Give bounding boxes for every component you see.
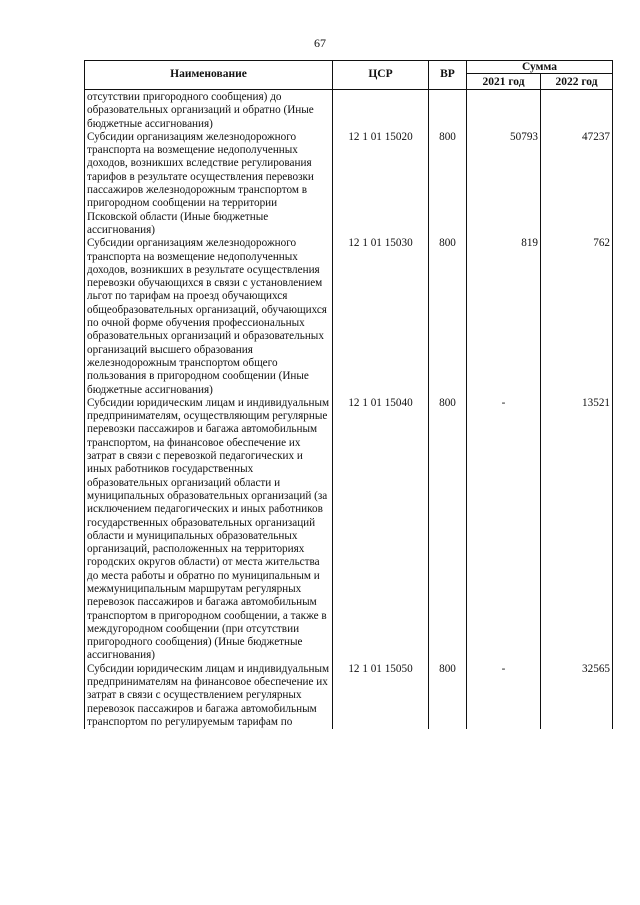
header-sum: Сумма [467,61,613,74]
row-csr [333,90,429,131]
row-2021: - [467,397,541,663]
row-vr: 800 [429,397,467,663]
table-row [85,131,613,237]
row-2021 [467,90,541,131]
row-2022: 13521 [541,397,613,663]
table-body [85,90,613,730]
row-2021: - [467,663,541,729]
row-vr: 800 [429,663,467,729]
row-csr: 12 1 01 15020 [333,131,429,237]
row-vr: 800 [429,131,467,237]
header-csr: ЦСР [333,61,429,90]
header-year-2022: 2022 год [541,74,613,90]
row-name: Субсидии организациям железнодорожного транспорта на возмещение недополученных доходов, возникших в результате осуществления перевозки обучающихся в связи с установлением льгот по тарифам на проезд обучающихся общеобразовательных организаций, обучающихся по очной форме обучения профессиональных образовательных организаций и образовательных организаций высшего образования железнодорожным транспортом общего пользования в пригородном сообщении (Иные бюджетные ассигнования) [85,237,333,397]
budget-table [84,60,613,729]
row-name: Субсидии юридическим лицам и индивидуальным предпринимателям, осуществляющим регулярные перевозки пассажиров и багажа автомобильным транспортом, на финансовое обеспечение их затрат в связи с перевозкой педагогических и иных работников государственных образовательных организаций области и муниципальных образовательных организаций (за исключением педагогических и иных работников государственных образовательных организаций области и муниципальных образовательных организаций, расположенных на территориях городских округов области) от места жительства до места работы и обратно по муниципальным и межмуниципальным маршрутам регулярных перевозок пассажиров и багажа автомобильным транспортом в пригородном сообщении, а также в междугородном сообщении (при отсутствии пригородного сообщения) (Иные бюджетные ассигнования) [85,397,333,663]
row-name: Субсидии юридическим лицам и индивидуальным предпринимателям на финансовое обеспечение их затрат в связи с осуществлением регулярных перевозок пассажиров и багажа автомобильным транспортом по регулируемым тарифам по [85,663,333,729]
row-vr: 800 [429,237,467,397]
table-row [85,663,613,729]
row-2022: 762 [541,237,613,397]
row-2021: 50793 [467,131,541,237]
table-header [85,61,613,90]
header-year-2021: 2021 год [467,74,541,90]
row-csr: 12 1 01 15040 [333,397,429,663]
row-2022: 47237 [541,131,613,237]
row-csr: 12 1 01 15050 [333,663,429,729]
row-2021: 819 [467,237,541,397]
row-vr [429,90,467,131]
table-row [85,90,613,131]
header-vr: ВР [429,61,467,90]
header-name: Наименование [85,61,333,90]
row-name: Субсидии организациям железнодорожного транспорта на возмещение недополученных доходов, возникших вследствие регулирования тарифов в результате осуществления перевозки пассажиров железнодорожным транспортом в пригородном сообщении на территории Псковской области (Иные бюджетные ассигнования) [85,131,333,237]
table-row [85,397,613,663]
table-row [85,237,613,397]
row-2022: 32565 [541,663,613,729]
row-name: отсутствии пригородного сообщения) до образовательных организаций и обратно (Иные бюджетные ассигнования) [85,90,333,131]
page-number: 67 [314,36,326,50]
row-2022 [541,90,613,131]
row-csr: 12 1 01 15030 [333,237,429,397]
